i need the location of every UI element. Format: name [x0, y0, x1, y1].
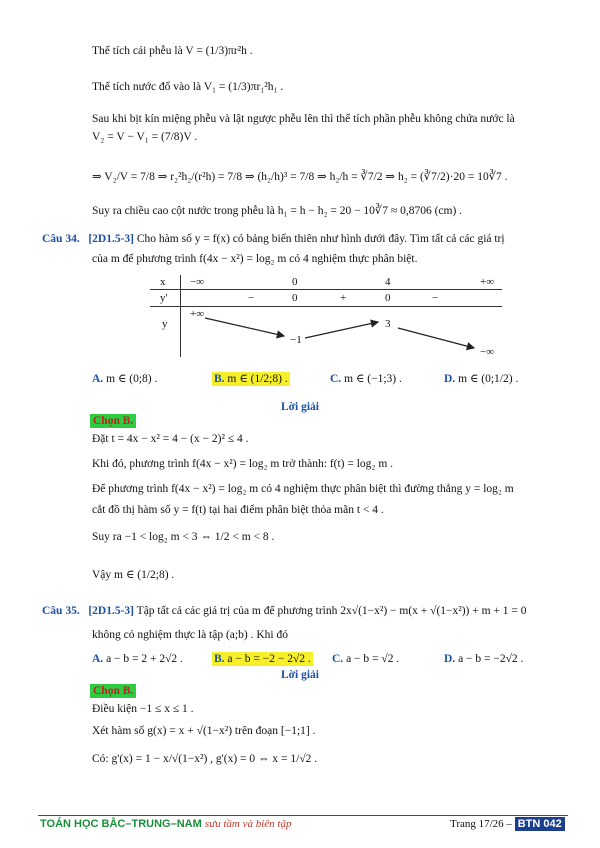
- footer-brand-subtitle: sưu tầm và biên tập: [204, 818, 292, 830]
- solution-heading: Lời giải: [281, 401, 319, 413]
- table-cell: +∞: [480, 276, 495, 288]
- question-text: Cho hàm số y = f(x) có bảng biến thiên như hình dưới đây. Tìm tất cả các giá trị: [136, 233, 505, 245]
- table-x-label: x: [160, 276, 166, 288]
- question-text-2: không có nghiệm thực là tập (a;b) . Khi đó: [92, 629, 288, 641]
- solution-line: cắt đồ thị hàm số y = f(t) tại hai điểm phân biệt thỏa mãn t < 4 .: [92, 504, 384, 516]
- solution-line: Đặt t = 4x − x² = 4 − (x − 2)² ≤ 4 .: [92, 433, 249, 445]
- page-number: Trang 17/26 –: [450, 818, 512, 830]
- doc-badge: BTN 042: [515, 817, 565, 831]
- question-text-2: của m để phương trình f(4x − x²) = log₂ m có 4 nghiệm thực phân biệt.: [92, 253, 418, 265]
- footer-brand: [40, 818, 291, 830]
- question-tag: [2D1.5-3]: [88, 233, 134, 245]
- question-tag: [2D1.5-3]: [88, 605, 134, 617]
- option-d[interactable]: D. m ∈ (0;1/2) .: [444, 373, 519, 385]
- solution-line: Vậy m ∈ (1/2;8) .: [92, 569, 175, 581]
- arrow-down: [398, 328, 474, 348]
- footer-brand-text: TOÁN HỌC BẮC–TRUNG–NAM: [40, 818, 202, 830]
- table-cell: 0: [292, 292, 298, 304]
- solution-line: Có: g'(x) = 1 − x/√(1−x²) , g'(x) = 0 ⇔ x = 1/√2 .: [92, 753, 318, 765]
- text-line: Thể tích cái phễu là V = (1/3)πr²h .: [92, 45, 253, 57]
- option-c[interactable]: C. m ∈ (−1;3) .: [330, 373, 402, 385]
- table-yp-label: y': [160, 292, 168, 304]
- table-cell: 0: [385, 292, 391, 304]
- table-cell: 0: [292, 276, 298, 288]
- solution-line: Điều kiện −1 ≤ x ≤ 1 .: [92, 703, 194, 715]
- text-line: Thể tích nước đổ vào là V₁ = (1/3)πr₁²h₁ .: [92, 81, 284, 93]
- table-cell: 4: [385, 276, 391, 288]
- table-y-label: y: [162, 318, 168, 330]
- arrow-down: [205, 318, 284, 336]
- option-a[interactable]: A. a − b = 2 + 2√2 .: [92, 653, 183, 665]
- table-cell: −∞: [190, 276, 205, 288]
- question-text: Tập tất cả các giá trị của m để phương trình 2x√(1−x²) − m(x + √(1−x²)) + m + 1 = 0: [136, 605, 527, 617]
- solution-line: Xét hàm số g(x) = x + √(1−x²) trên đoạn [−1;1] .: [92, 725, 316, 737]
- option-b[interactable]: B. a − b = −2 − 2√2 .: [214, 653, 311, 665]
- question-35-header: [42, 604, 527, 618]
- text-line: V₂ = V − V₁ = (7/8)V .: [92, 131, 198, 143]
- table-cell: +: [340, 292, 347, 304]
- option-d[interactable]: D. a − b = −2√2 .: [444, 653, 524, 665]
- table-cell: −∞: [480, 346, 495, 358]
- question-label: Câu 35.: [42, 605, 80, 617]
- table-cell: +∞: [190, 308, 205, 320]
- solution-line: Khi đó, phương trình f(4x − x²) = log₂ m trở thành: f(t) = log₂ m .: [92, 458, 394, 470]
- text-line: Suy ra chiều cao cột nước trong phễu là h₁ = h − h₂ = 20 − 10∛7 ≈ 0,8706 (cm) .: [92, 205, 463, 217]
- solution-heading: Lời giải: [281, 669, 319, 681]
- text-line: Sau khi bịt kín miệng phễu và lật ngược phễu lên thì thể tích phần phễu không chứa nước là: [92, 113, 515, 125]
- option-c[interactable]: C. a − b = √2 .: [332, 653, 400, 665]
- arrow-up: [305, 322, 378, 338]
- table-cell: −1: [290, 334, 302, 346]
- solution-line: Để phương trình f(4x − x²) = log₂ m có 4 nghiệm thực phân biệt thì đường thẳng y = log₂ m: [92, 483, 514, 495]
- question-label: Câu 34.: [42, 233, 80, 245]
- table-cell: −: [432, 292, 439, 304]
- option-b[interactable]: B. m ∈ (1/2;8) .: [214, 373, 288, 385]
- option-a[interactable]: A. m ∈ (0;8) .: [92, 373, 158, 385]
- table-cell: −: [248, 292, 255, 304]
- table-cell: 3: [385, 318, 391, 330]
- footer-page: [450, 818, 565, 830]
- answer-badge: Chọn B.: [90, 684, 136, 698]
- solution-line: Suy ra −1 < log₂ m < 3 ⇔ 1/2 < m < 8 .: [92, 531, 275, 543]
- answer-badge: Chọn B.: [90, 414, 136, 428]
- text-line: ⇒ V₂/V = 7/8 ⇒ r₂²h₂/(r²h) = 7/8 ⇒ (h₂/h)³ = 7/8 ⇒ h₂/h = ∛7/2 ⇒ h₂ = (∛7/2)·20 = 10∛7 .: [92, 171, 508, 183]
